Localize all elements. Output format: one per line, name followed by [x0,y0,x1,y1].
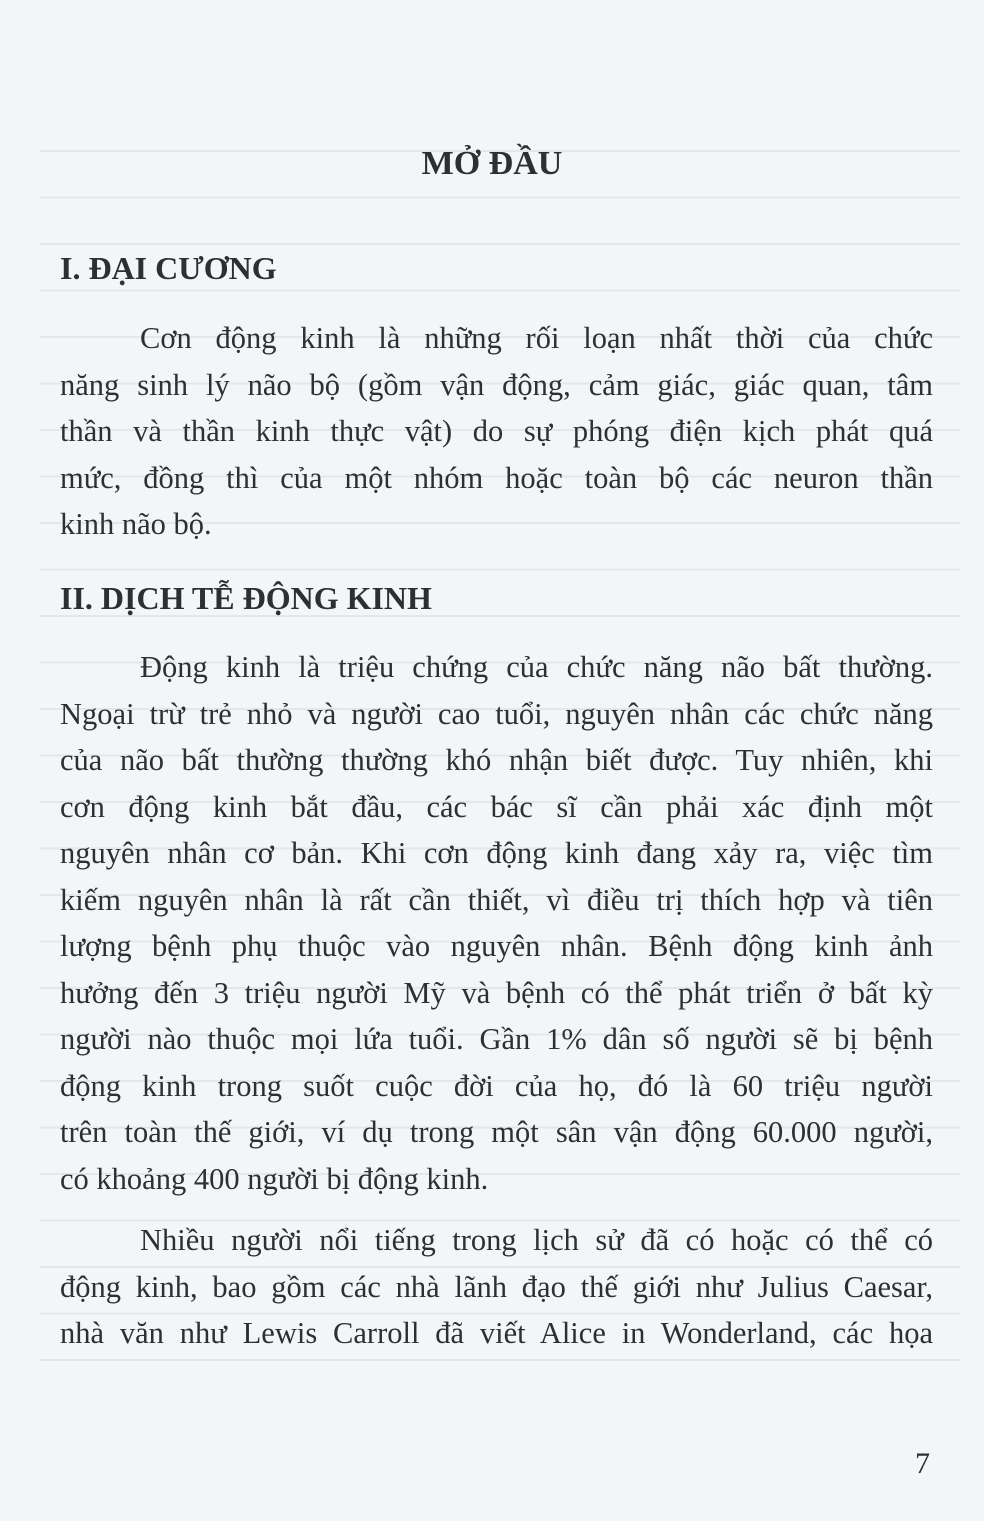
text-line: kiếm nguyên nhân là rất cần thiết, vì điều trị thích hợp và tiên [60,882,933,917]
text-line: mức, đồng thì của một nhóm hoặc toàn bộ các neuron thần [60,460,933,495]
text-line: Động kinh là triệu chứng của chức năng não bất thường. [140,650,933,684]
text-line: có khoảng 400 người bị động kinh. [60,1161,489,1196]
page-number: 7 [915,1447,930,1480]
text-line: của não bất thường thường khó nhận biết được. Tuy nhiên, khi [60,743,933,777]
text-line: kinh não bộ. [60,507,212,541]
text-line: người nào thuộc mọi lứa tuổi. Gần 1% dân số người sẽ bị bệnh [60,1022,933,1056]
text-line: Cơn động kinh là những rối loạn nhất thời của chức [140,321,933,355]
section-heading: I. ĐẠI CƯƠNG [60,250,277,286]
text-line: hưởng đến 3 triệu người Mỹ và bệnh có thể phát triển ở bất kỳ [60,975,933,1010]
text-line: Nhiều người nổi tiếng trong lịch sử đã có hoặc có thể có [140,1223,933,1257]
text-line: lượng bệnh phụ thuộc vào nguyên nhân. Bệnh động kinh ảnh [60,929,933,963]
text-line: động kinh, bao gồm các nhà lãnh đạo thế giới như Julius Caesar, [60,1269,933,1304]
text-line: Ngoại trừ trẻ nhỏ và người cao tuổi, nguyên nhân các chức năng [60,696,933,731]
text-line: nhà văn như Lewis Carroll đã viết Alice in Wonderland, các họa [60,1316,933,1350]
text-line: trên toàn thế giới, ví dụ trong một sân vận động 60.000 người, [60,1115,933,1149]
text-line: năng sinh lý não bộ (gồm vận động, cảm giác, giác quan, tâm [60,367,933,402]
text-line: thần và thần kinh thực vật) do sự phóng điện kịch phát quá [60,414,933,448]
text-line: nguyên nhân cơ bản. Khi cơn động kinh đang xảy ra, việc tìm [60,836,933,870]
text-line: động kinh trong suốt cuộc đời của họ, đó là 60 triệu người [60,1068,933,1103]
text-line: cơn động kinh bắt đầu, các bác sĩ cần phải xác định một [60,789,933,824]
section-heading: II. DỊCH TỄ ĐỘNG KINH [60,580,432,616]
page-title: MỞ ĐẦU [421,145,563,182]
